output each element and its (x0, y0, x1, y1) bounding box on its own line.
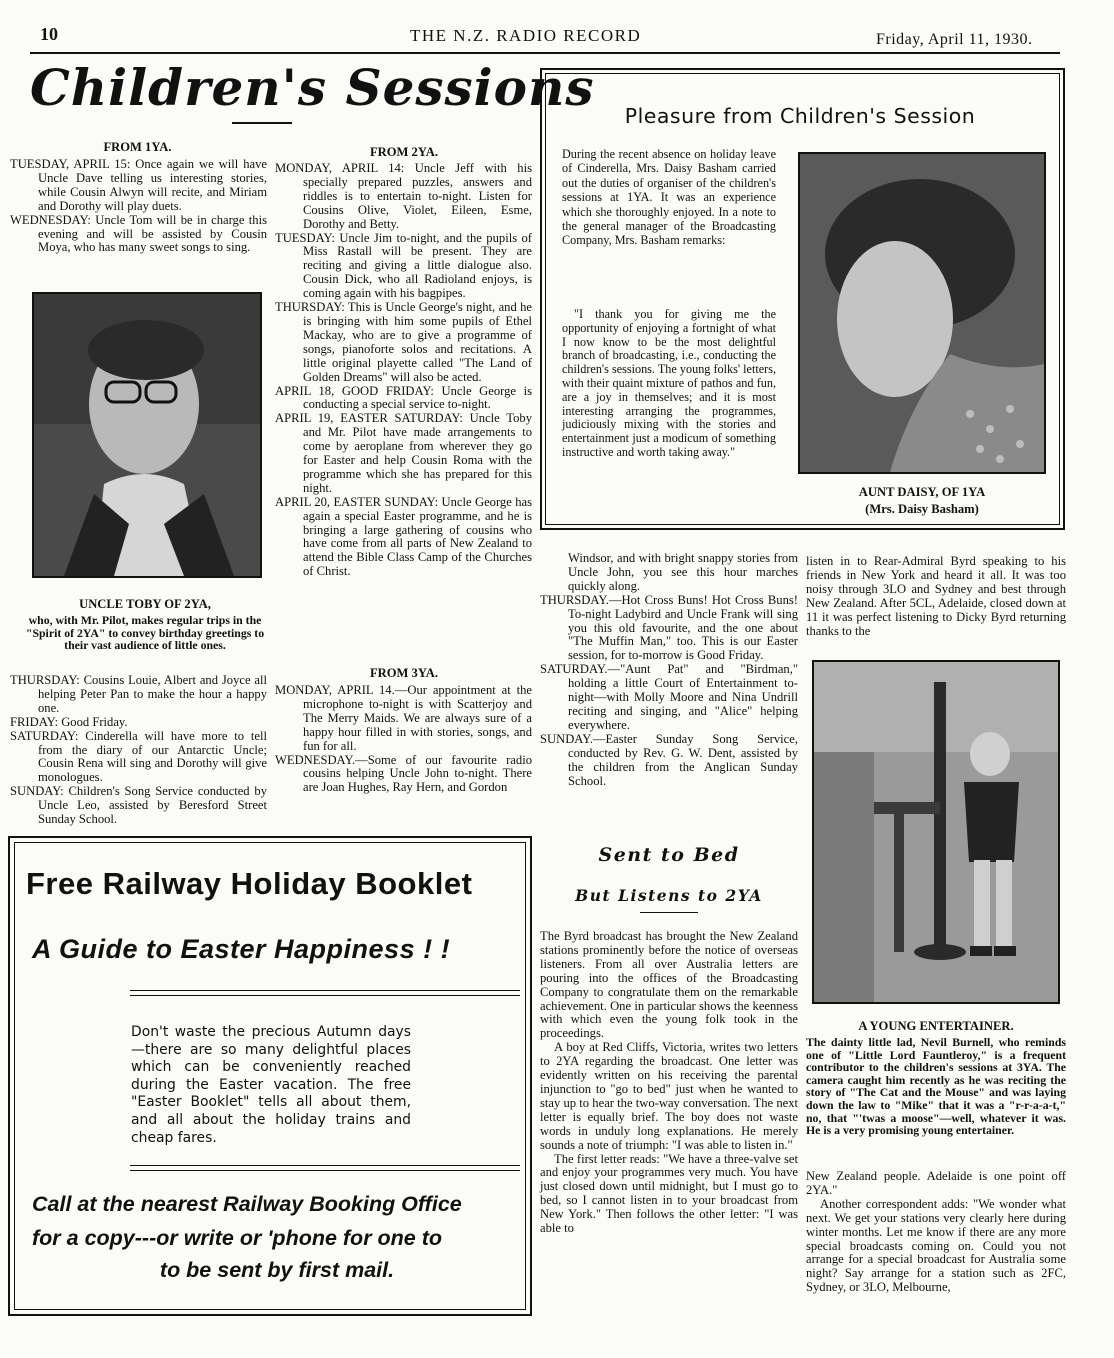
col2-heading: FROM 2YA. (369, 145, 439, 159)
col2-entry: WEDNESDAY.—Some of our favourite radio cousins helping Uncle John to-night. There are Joan Hughes, Ray Hern, and Gordon (275, 752, 532, 795)
advert-body: Don't waste the precious Autumn days—there are so many delightful places which can be conveniently reached during the Easter vacation. The free "Easter Booklet" tells all about them, and all about the holiday trains and cheap fares. (131, 1024, 411, 1146)
uncle-toby-portrait (34, 294, 260, 576)
col2-entry: APRIL 19, EASTER SATURDAY: Uncle Toby and Mr. Pilot have made arrangements to come by aeroplane from wherever they go for Easter and help Cousin Roma with the programme which she has prepared for this night. (275, 411, 532, 495)
uncle-toby-caption-text: who, with Mr. Pilot, makes regular trips in the "Spirit of 2YA" to convey birthday greetings to their vast audience of little ones. (25, 613, 265, 653)
feature-intro: During the recent absence on holiday leave of Cinderella, Mrs. Daisy Basham carried out the duties of organiser of the children's sessions at 1YA. It was an experience which she thoroughly enjoyed. In a note to the general manager of the Broadcasting Company, Mrs. Basham remarks: (562, 147, 776, 248)
young-entertainer-caption-title: A YOUNG ENTERTAINER. (858, 1019, 1014, 1033)
story-rule (640, 912, 698, 913)
section-title: Children's Sessions (30, 58, 595, 117)
col2-heading-3ya: FROM 3YA. (369, 666, 439, 680)
aunt-daisy-caption-title: AUNT DAISY, OF 1YA (858, 485, 986, 499)
col1-entries-2 (10, 674, 267, 827)
advert-rule-2 (130, 1165, 520, 1166)
col2-entry: APRIL 18, GOOD FRIDAY: Uncle George is conducting a special service to-night. (275, 383, 532, 412)
young-entertainer-scene (814, 662, 1058, 1002)
advert-call-line-3: to be sent by first mail. (159, 1258, 395, 1282)
story-subtitle: But Listens to 2YA (575, 886, 763, 905)
col3-entry: SATURDAY.—"Aunt Pat" and "Birdman," holding a little Court of Entertainment to-night—with Molly Moore and Nina Undrill reciting and singing, and "Alice" helping everywhere. (540, 662, 798, 732)
col2-entry: APRIL 20, EASTER SUNDAY: Uncle George has again a special Easter programme, and he is bringing a large gathering of cousins who have come from all parts of New Zealand to attend the Bible Class Camp of the Churches of Christ. (275, 494, 532, 579)
col2-entry: TUESDAY: Uncle Jim to-night, and the pupils of Miss Rastall will be present. They are reciting and giving a little dialogue also. Cousin Dick, who all Radioland enjoys, is coming again with his bagpipes. (275, 230, 532, 301)
col3-entry: SUNDAY.—Easter Sunday Song Service, conducted by Rev. G. W. Dent, assisted by the children from the Anglican Sunday School. (540, 731, 798, 788)
advert-rule-1b (130, 995, 520, 996)
young-entertainer-photo (812, 660, 1060, 1004)
col2-entries-2 (275, 684, 532, 795)
col1-entry: FRIDAY: Good Friday. (10, 714, 128, 729)
col4-continued: listen in to Rear-Admiral Byrd speaking to his friends in New York and heard it all. It was too noisy through 3LO and Sydney and best through New Zealand. After 5CL, Adelaide, closed down at 11 it was perfect listening to Dicky Byrd returning thanks to the (806, 554, 1066, 638)
advert-call-line-2: for a copy---or write or 'phone for one to (32, 1226, 443, 1250)
feature-title: Pleasure from Children's Session (624, 104, 976, 128)
col1-entry: SATURDAY: Cinderella will have more to tell from the diary of our Antarctic Uncle; Cousin Rena will sing and Dorothy will give monologues. (10, 728, 267, 785)
story-body (540, 930, 798, 1236)
story-para: A boy at Red Cliffs, Victoria, writes two letters to 2YA regarding the broadcast. One letter was evidently written on his receiving the parental injunction to "go to bed" just when he wanted to stay up to hear the two-way conversation. The next letter is equally brief. The boy does not waste words in unduly long explanations. He merely sounds a note of triumph: "I was able to listen in." (540, 1040, 798, 1152)
col3-continued: Windsor, and with bright snappy stories from Uncle John, you see this hour marches quickly along. (568, 551, 798, 593)
story-title: Sent to Bed (598, 844, 740, 866)
advert-headline: Free Railway Holiday Booklet (26, 866, 473, 901)
col4-para: New Zealand people. Adelaide is one point off 2YA." (806, 1169, 1066, 1197)
col1-entry: TUESDAY, APRIL 15: Once again we will have Uncle Dave telling us interesting stories, while Cousin Alwyn will recite, and Miriam and Dorothy will play duets. (10, 157, 267, 213)
young-entertainer-caption-text: The dainty little lad, Nevil Burnell, who reminds one of "Little Lord Fauntleroy," is a frequent contributor to the children's sessions at 3YA. The camera caught him recently as he was reciting the story of "The Cat and the Mouse" and was laying down the law to "Mike" that it was a "r-r-a-a-t," no, that "'twas a moose"—well, whatever it was. He is a very promising young entertainer. (806, 1035, 1066, 1138)
col2-entries (275, 162, 532, 579)
col4-text (806, 1170, 1066, 1295)
advert-subhead: A Guide to Easter Happiness ! ! (32, 934, 451, 964)
col3-entry: THURSDAY.—Hot Cross Buns! Hot Cross Buns! To-night Ladybird and Uncle Frank will sing you this old favourite, and the one about "The Muffin Man," too. This is our Easter session, for to-morrow is Good Friday. (540, 592, 798, 663)
advert-rule-1 (130, 990, 520, 991)
col1-heading: FROM 1YA. (103, 140, 172, 154)
uncle-toby-photo (32, 292, 262, 578)
feature-quote: "I thank you for giving me the opportunity of enjoying a fortnight of what I now know to be the most delightful branch of broadcasting, i.e., conducting the children's sessions. The young folks' letters, with their quaint mixture of pathos and fun, are a joy in themselves; and it is most interesting arranging the programmes, judiciously mixing with the stories and entertainment just a modicum of something instructive and worth taking away." (562, 307, 776, 459)
uncle-toby-caption-title: UNCLE TOBY OF 2YA, (79, 597, 211, 611)
masthead-rule (30, 52, 1060, 54)
col1-entry: WEDNESDAY: Uncle Tom will be in charge this evening and will be assisted by Cousin Moya, who has many sweet songs to sing. (10, 212, 267, 255)
aunt-daisy-caption-sub: (Mrs. Daisy Basham) (865, 502, 979, 516)
col3-text (540, 552, 798, 788)
col2-entry: MONDAY, APRIL 14.—Our appointment at the microphone to-night is with Scatterjoy and The Merry Maids. We are always sure of a happy hour filled in with stories, songs, and fun for all. (275, 683, 532, 753)
story-para: The Byrd broadcast has brought the New Zealand stations prominently before the notice of overseas listeners. From all over Australia letters are pouring into the offices of the Broadcasting Company to congratulate them on the remarkable achievement. One in particular shows the keenness with which even the young folk took in the proceedings. (540, 929, 798, 1041)
advert-rule-2b (130, 1170, 520, 1171)
aunt-daisy-portrait (800, 154, 1044, 472)
col2-entry: MONDAY, APRIL 14: Uncle Jeff with his specially prepared puzzles, answers and riddles is to entertain to-night. Listen for Cousins Olive, Violet, Eileen, Esme, Dorothy and Betty. (275, 161, 532, 231)
issue-date: Friday, April 11, 1930. (876, 31, 1033, 48)
advert-call-line-1: Call at the nearest Railway Booking Office (32, 1192, 462, 1216)
page-number: 10 (40, 24, 58, 44)
aunt-daisy-photo (798, 152, 1046, 474)
col1-entry: SUNDAY: Children's Song Service conducted by Uncle Leo, assisted by Beresford Street Sunday School. (10, 784, 267, 827)
paper-title: THE N.Z. RADIO RECORD (410, 26, 642, 45)
col2-entry: THURSDAY: This is Uncle George's night, and he is bringing with him some pupils of Ethel Mackay, who are to give a programme of songs, pianoforte solos and recitations. A little original playette called "The Land of Golden Dreams" will also be acted. (275, 300, 532, 384)
col1-entry: THURSDAY: Cousins Louie, Albert and Joyce all helping Peter Pan to make the hour a happy one. (10, 673, 267, 715)
story-para: The first letter reads: "We have a three-valve set and enjoy your programmes very much. You have just closed down until midnight, but I must go to bed, so I cannot listen in to your broadcast from New York." Then follows the other letter: "I was able to (540, 1151, 798, 1236)
col1-entries (10, 158, 267, 255)
title-rule (232, 122, 292, 124)
col4-para: Another correspondent adds: "We wonder what next. We get your stations very clearly here during winter months. Let me know if there are any more special broadcasts coming on. Could you not arrange for a special broadcast for Australia some night? Say arrange for a station such as 2FC, Sydney, or 3LO, Melbourne, (806, 1196, 1066, 1295)
